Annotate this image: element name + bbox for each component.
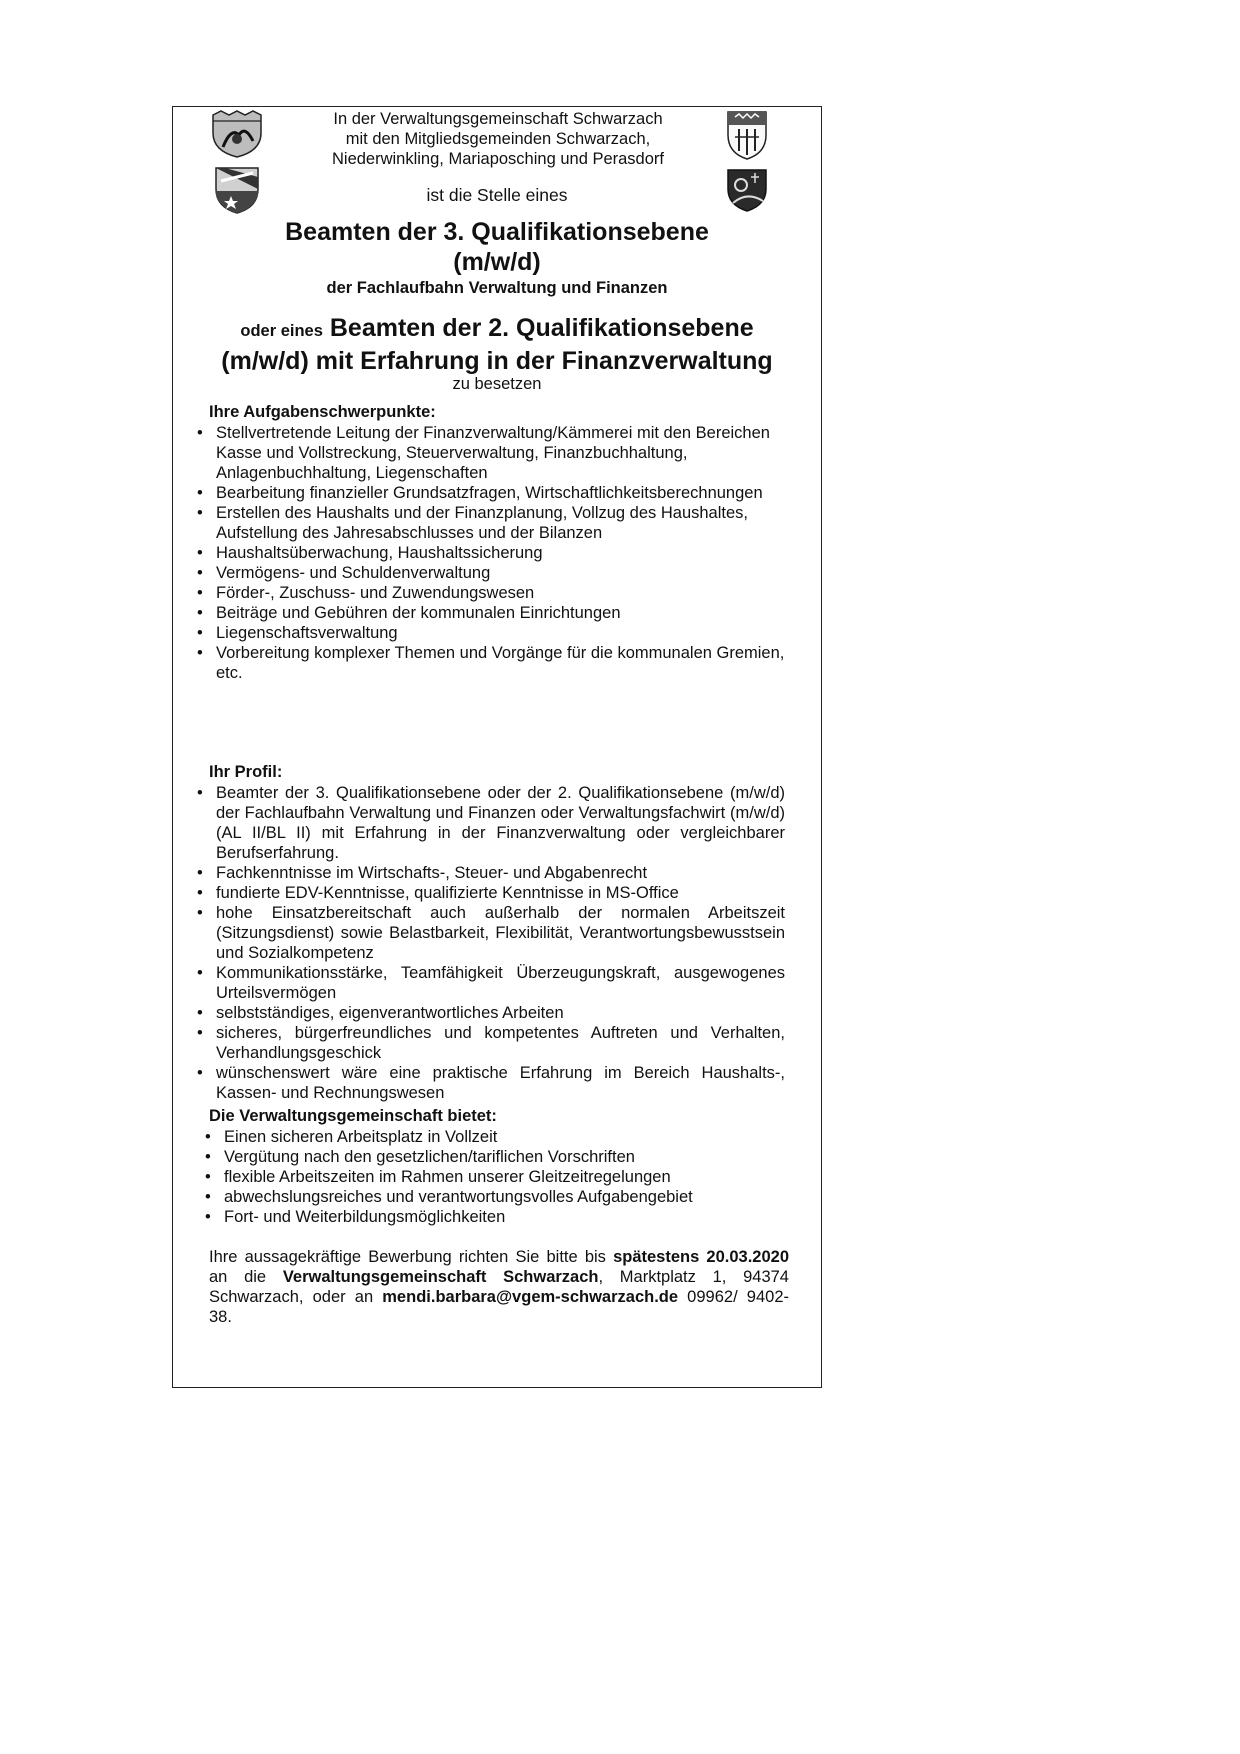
crest-mariaposching-icon: [725, 109, 769, 161]
list-item: • Beiträge und Gebühren der kommunalen Einrichtungen: [195, 603, 795, 623]
list-item: • Vermögens- und Schuldenverwaltung: [195, 563, 795, 583]
contact-email[interactable]: mendi.barbara@vgem-schwarzach.de: [382, 1288, 679, 1306]
title-prefix: oder eines: [240, 322, 323, 340]
list-item: • Einen sicheren Arbeitsplatz in Vollzeit: [203, 1127, 793, 1147]
tasks-list: [195, 423, 795, 683]
list-item: • Fachkenntnisse im Wirtschafts-, Steuer- und Abgabenrecht: [195, 863, 785, 883]
title-line: Beamten der 2. Qualifikationsebene: [329, 314, 754, 342]
intro-line: In der Verwaltungsgemeinschaft Schwarzach: [333, 110, 663, 128]
list-item: • abwechslungsreiches und verantwortungsvolles Aufgabengebiet: [203, 1187, 793, 1207]
career-track: der Fachlaufbahn Verwaltung und Finanzen: [326, 279, 668, 297]
job-advertisement: [172, 106, 822, 1388]
position-title-primary: [173, 217, 821, 277]
title-line: (m/w/d): [453, 248, 541, 276]
list-item: • Beamter der 3. Qualifikationsebene oder der 2. Qualifikationsebene (m/w/d) der Fachlaufbahn Verwaltung und Finanzen oder Verwaltungsfachwirt (m/w/d) (AL II/BL II) mit Erfahrung in der Finanzverwaltung oder vergleichbarer Berufserfahrung.: [195, 783, 785, 863]
list-item: • Fort- und Weiterbildungsmöglichkeiten: [203, 1207, 793, 1227]
list-item: • sicheres, bürgerfreundliches und kompetentes Auftreten und Verhalten, Verhandlungsgeschick: [195, 1023, 785, 1063]
organisation-name: Verwaltungsgemeinschaft Schwarzach: [282, 1268, 599, 1286]
list-item: • Kommunikationsstärke, Teamfähigkeit Überzeugungskraft, ausgewogenes Urteilsvermögen: [195, 963, 785, 1003]
profile-list: [195, 783, 785, 1103]
list-item: • flexible Arbeitszeiten im Rahmen unserer Gleitzeitregelungen: [203, 1167, 793, 1187]
closing-text: Ihre aussagekräftige Bewerbung richten Sie bitte bis: [209, 1248, 614, 1266]
list-item: • Erstellen des Haushalts und der Finanzplanung, Vollzug des Haushaltes, Aufstellung des Jahresabschlusses und der Bilanzen: [195, 503, 795, 543]
list-item: • selbstständiges, eigenverantwortliches Arbeiten: [195, 1003, 785, 1023]
closing-text: an die: [209, 1268, 283, 1286]
to-be-filled: zu besetzen: [452, 375, 542, 393]
position-title-alternative: [173, 313, 821, 376]
title-line: (m/w/d) mit Erfahrung in der Finanzverwaltung: [221, 347, 773, 375]
list-item: • Stellvertretende Leitung der Finanzverwaltung/Kämmerei mit den Bereichen Kasse und Vollstreckung, Steuerverwaltung, Finanzbuchhaltung, Anlagenbuchhaltung, Liegenschaften: [195, 423, 795, 483]
intro-text: [293, 109, 703, 169]
section-heading-profile: Ihr Profil:: [209, 763, 283, 781]
list-item: • Haushaltsüberwachung, Haushaltssicherung: [195, 543, 795, 563]
title-line: Beamten der 3. Qualifikationsebene: [285, 218, 709, 246]
closing-text: , Marktplatz 1, 94374 Schwarzach, oder an: [209, 1268, 789, 1306]
deadline: spätestens 20.03.2020: [613, 1248, 789, 1266]
intro-line: mit den Mitgliedsgemeinden Schwarzach,: [345, 130, 651, 148]
contact-phone: 09962/ 9402-38.: [209, 1288, 789, 1326]
list-item: • Förder-, Zuschuss- und Zuwendungswesen: [195, 583, 795, 603]
offer-list: [203, 1127, 793, 1227]
list-item: • Bearbeitung finanzieller Grundsatzfragen, Wirtschaftlichkeitsberechnungen: [195, 483, 795, 503]
list-item: • wünschenswert wäre eine praktische Erfahrung im Bereich Haushalts-, Kassen- und Rechnungswesen: [195, 1063, 785, 1103]
list-item: • Vorbereitung komplexer Themen und Vorgänge für die kommunalen Gremien, etc.: [195, 643, 795, 683]
crest-schwarzach-icon: [209, 109, 265, 159]
list-item: • Liegenschaftsverwaltung: [195, 623, 795, 643]
list-item: • fundierte EDV-Kenntnisse, qualifizierte Kenntnisse in MS-Office: [195, 883, 785, 903]
position-intro: ist die Stelle eines: [426, 185, 568, 205]
section-heading-offer: Die Verwaltungsgemeinschaft bietet:: [209, 1107, 497, 1125]
application-instructions: [209, 1247, 789, 1327]
list-item: • hohe Einsatzbereitschaft auch außerhalb der normalen Arbeitszeit (Sitzungsdienst) sowie Belastbarkeit, Flexibilität, Verantwortungsbewusstsein und Sozialkompetenz: [195, 903, 785, 963]
list-item: • Vergütung nach den gesetzlichen/tariflichen Vorschriften: [203, 1147, 793, 1167]
intro-line: Niederwinkling, Mariaposching und Perasdorf: [331, 150, 664, 168]
section-heading-tasks: Ihre Aufgabenschwerpunkte:: [209, 403, 436, 421]
